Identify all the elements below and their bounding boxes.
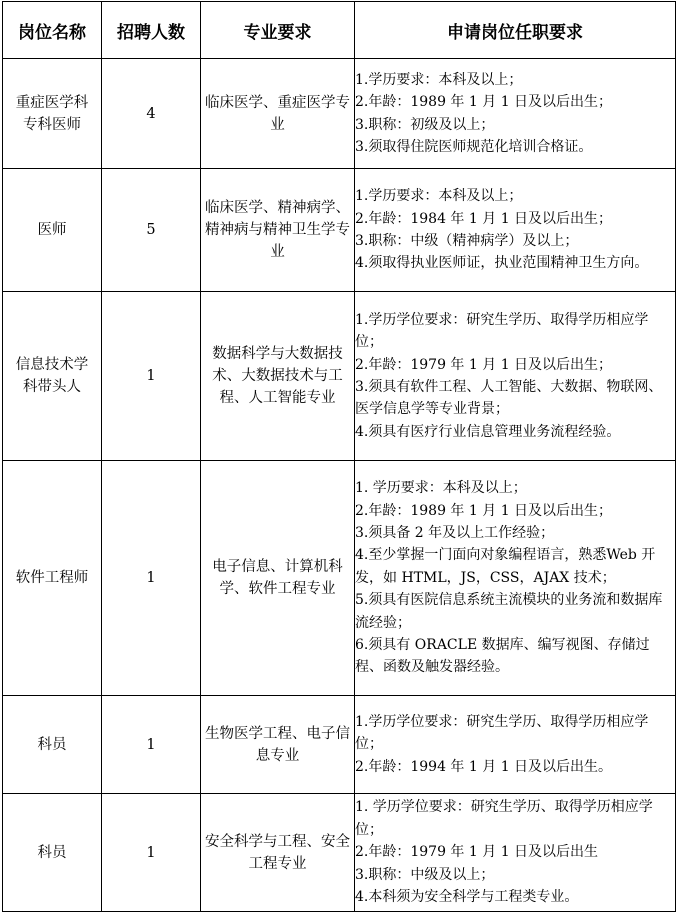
requirements-cell bbox=[355, 461, 676, 696]
major-cell bbox=[201, 169, 355, 292]
requirement-item: 1.学历学位要求：研究生学历、取得学历相应学位； bbox=[355, 713, 649, 753]
table-row bbox=[3, 794, 676, 912]
requirement-item: 3.职称：中级及以上； bbox=[355, 866, 495, 883]
position-cell: 医师 bbox=[3, 169, 102, 292]
table-row bbox=[3, 461, 676, 696]
count-cell: 4 bbox=[102, 59, 201, 169]
major-text: 数据科学与大数据技术、大数据技术与工程、人工智能专业 bbox=[212, 346, 343, 406]
requirement-item: 4.须取得执业医师证，执业范围精神卫生方向。 bbox=[355, 255, 649, 272]
requirement-item: 2.年龄：1984 年 1 月 1 日及以后出生； bbox=[355, 210, 613, 227]
requirements-cell bbox=[355, 794, 676, 912]
table-row bbox=[3, 169, 676, 292]
major-cell bbox=[201, 292, 355, 461]
position-name: 重症医学科专科医师 bbox=[15, 94, 89, 133]
requirement-item: 1. 学历学位要求：研究生学历、取得学历相应学位； bbox=[355, 799, 653, 838]
header-row bbox=[3, 2, 676, 59]
major-text: 临床医学、精神病学、精神病与精神卫生学专业 bbox=[205, 200, 350, 260]
position-cell bbox=[3, 59, 102, 169]
count-cell: 1 bbox=[102, 696, 201, 794]
header-requirements: 申请岗位任职要求 bbox=[355, 2, 676, 59]
major-text: 临床医学、重症医学专业 bbox=[205, 94, 350, 133]
requirement-item: 2.年龄：1989 年 1 月 1 日及以后出生； bbox=[355, 502, 613, 519]
requirement-item: 3.职称：初级及以上； bbox=[355, 116, 495, 133]
major-text: 生物医学工程、电子信息专业 bbox=[205, 725, 350, 764]
count-cell: 5 bbox=[102, 169, 201, 292]
requirement-item: 3.职称：中级（精神病学）及以上； bbox=[355, 233, 579, 249]
header-position: 岗位名称 bbox=[3, 2, 102, 59]
count-cell: 1 bbox=[102, 794, 201, 912]
requirement-item: 4.至少掌握一门面向对象编程语言，熟悉Web 开发，如 HTML，JS，CSS，AJAX 技术； bbox=[355, 547, 656, 586]
requirement-item: 1.学历要求：本科及以上； bbox=[355, 71, 523, 88]
header-major: 专业要求 bbox=[201, 2, 355, 59]
requirements-cell bbox=[355, 292, 676, 461]
major-cell bbox=[201, 461, 355, 696]
count-cell: 1 bbox=[102, 461, 201, 696]
requirements-cell bbox=[355, 169, 676, 292]
major-text: 安全科学与工程、安全工程专业 bbox=[205, 833, 350, 872]
count-cell: 1 bbox=[102, 292, 201, 461]
major-text: 电子信息、计算机科学、软件工程专业 bbox=[212, 559, 343, 597]
recruitment-table bbox=[2, 1, 676, 912]
header-count: 招聘人数 bbox=[102, 2, 201, 59]
requirement-item: 2.年龄：1979 年 1 月 1 日及以后出生； bbox=[355, 356, 613, 373]
major-cell bbox=[201, 794, 355, 912]
position-name: 信息技术学科带头人 bbox=[15, 357, 89, 395]
requirement-item: 4.本科须为安全科学与工程类专业。 bbox=[355, 889, 579, 906]
requirement-item: 2.年龄：1989 年 1 月 1 日及以后出生； bbox=[355, 94, 613, 111]
requirements-cell bbox=[355, 696, 676, 794]
requirements-cell bbox=[355, 59, 676, 169]
requirement-item: 4.须具有医疗行业信息管理业务流程经验。 bbox=[355, 423, 621, 440]
requirement-item: 1. 学历要求：本科及以上； bbox=[355, 480, 527, 497]
requirement-item: 3.须取得住院医师规范化培训合格证。 bbox=[355, 138, 593, 155]
position-cell: 科员 bbox=[3, 696, 102, 794]
requirement-item: 5.须具有医院信息系统主流模块的业务流和数据库流经验； bbox=[355, 592, 663, 631]
requirement-item: 3.须具有软件工程、人工智能、大数据、物联网、医学信息学等专业背景； bbox=[355, 379, 663, 418]
requirement-item: 2.年龄：1994 年 1 月 1 日及以后出生。 bbox=[355, 758, 613, 775]
requirement-item: 6.须具有 ORACLE 数据库、编写视图、存储过程、函数及触发器经验。 bbox=[355, 637, 650, 676]
table-row bbox=[3, 292, 676, 461]
major-cell bbox=[201, 696, 355, 794]
requirement-item: 1.学历学位要求：研究生学历、取得学历相应学位； bbox=[355, 311, 649, 351]
requirement-item: 2.年龄：1979 年 1 月 1 日及以后出生 bbox=[355, 844, 599, 861]
major-cell bbox=[201, 59, 355, 169]
requirement-item: 3.须具备 2 年及以上工作经验； bbox=[355, 524, 555, 541]
position-cell: 科员 bbox=[3, 794, 102, 912]
requirement-item: 1.学历要求：本科及以上； bbox=[355, 188, 523, 205]
position-cell: 软件工程师 bbox=[3, 461, 102, 696]
position-cell bbox=[3, 292, 102, 461]
table-row bbox=[3, 59, 676, 169]
table-row bbox=[3, 696, 676, 794]
